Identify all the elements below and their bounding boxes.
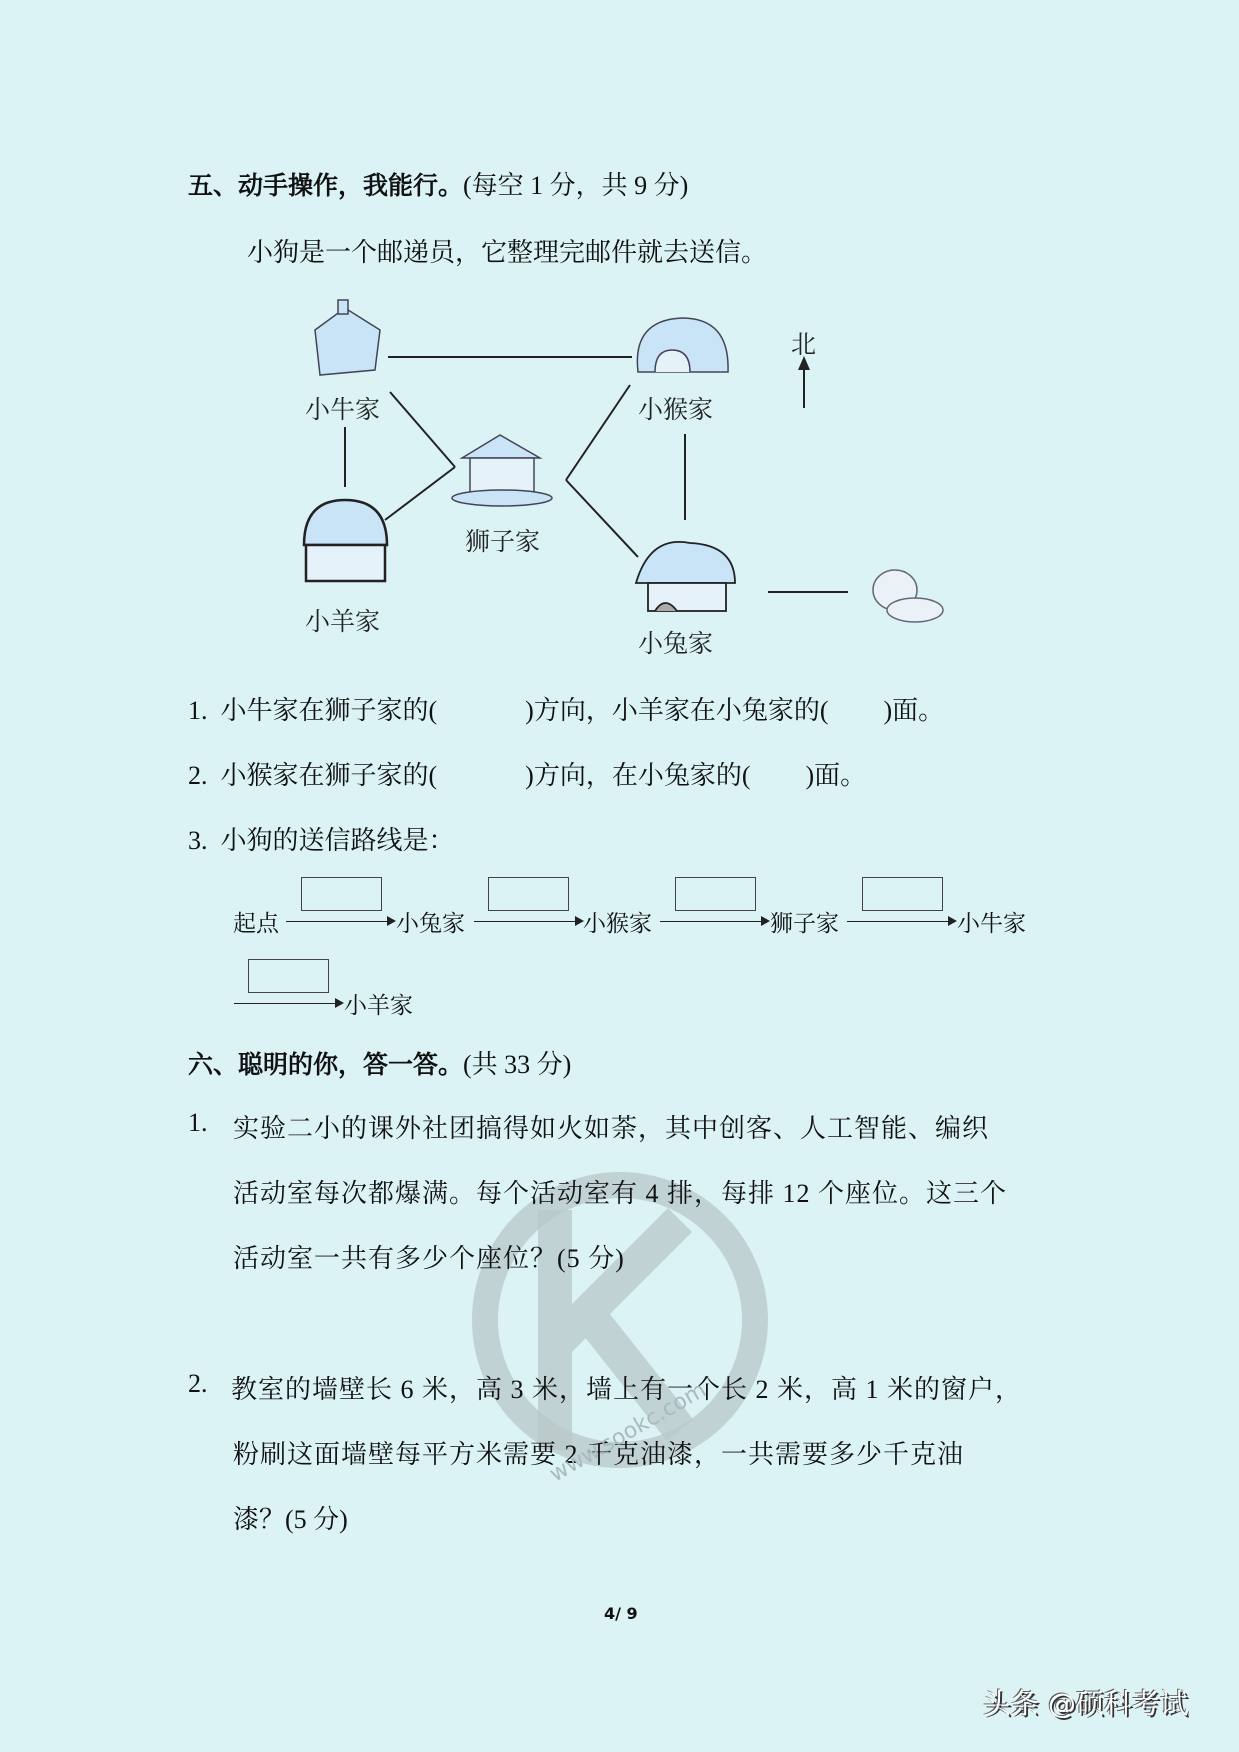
s6-question-2-line: 教室的墙壁长 6 米，高 3 米，墙上有一个长 2 米，高 1 米的窗户， bbox=[231, 1375, 1023, 1404]
label-rabbit-house: 小兔家 bbox=[638, 631, 714, 658]
monkey-house-icon bbox=[637, 318, 728, 372]
rabbit-house-icon bbox=[636, 542, 735, 611]
watermark-url: www.sookc.com bbox=[545, 1377, 711, 1488]
route-box-2[interactable] bbox=[488, 877, 569, 911]
corner-watermark: 头条 @硕科考试 bbox=[983, 1687, 1188, 1720]
route-box-1[interactable] bbox=[301, 877, 382, 911]
s6-question-1-line: 活动室每次都爆满。每个活动室有 4 排，每排 12 个座位。这三个 bbox=[233, 1179, 1008, 1208]
route-cow: 小牛家 bbox=[957, 911, 1026, 936]
s6-question-1-num: 1. bbox=[188, 1108, 208, 1137]
route-box-5[interactable] bbox=[248, 959, 329, 993]
s6-question-2-num: 2. bbox=[188, 1369, 208, 1398]
route-arrow bbox=[234, 1003, 342, 1004]
lion-house-icon bbox=[452, 435, 552, 506]
s6-question-1-line: 活动室一共有多少个座位？(5 分) bbox=[233, 1244, 625, 1273]
north-label: 北 bbox=[791, 332, 817, 359]
s5-question-2: 2. 小猴家在狮子家的( )方向，在小兔家的( )面。 bbox=[188, 761, 867, 790]
section5-title: 五、动手操作，我能行。(每空 1 分，共 9 分) bbox=[188, 171, 689, 200]
route-box-4[interactable] bbox=[862, 877, 943, 911]
s6-question-2-line: 漆？(5 分) bbox=[233, 1505, 348, 1534]
route-start: 起点 bbox=[233, 911, 279, 936]
label-lion-house: 狮子家 bbox=[465, 529, 541, 556]
s6-question-2-line: 粉刷这面墙壁每平方米需要 2 千克油漆，一共需要多少千克油 bbox=[233, 1440, 965, 1469]
route-box-3[interactable] bbox=[675, 877, 756, 911]
route-arrow bbox=[286, 921, 394, 922]
s5-question-3: 3. 小狗的送信路线是： bbox=[188, 826, 455, 855]
sheep-house-icon bbox=[304, 500, 387, 581]
page-number: 4/ 9 bbox=[604, 1604, 638, 1623]
label-sheep-house: 小羊家 bbox=[305, 609, 381, 636]
route-lion: 狮子家 bbox=[770, 911, 839, 936]
label-cow-house: 小牛家 bbox=[305, 397, 381, 424]
label-monkey-house: 小猴家 bbox=[638, 397, 714, 424]
route-arrow bbox=[660, 921, 768, 922]
route-sheep: 小羊家 bbox=[344, 993, 413, 1018]
dog-icon bbox=[873, 570, 943, 622]
route-monkey: 小猴家 bbox=[583, 911, 652, 936]
s6-question-1-line: 实验二小的课外社团搞得如火如荼，其中创客、人工智能、编织 bbox=[233, 1114, 990, 1143]
cow-house-icon bbox=[315, 300, 380, 375]
section6-title: 六、聪明的你，答一答。(共 33 分) bbox=[188, 1050, 572, 1079]
section5-intro: 小狗是一个邮递员，它整理完邮件就去送信。 bbox=[247, 238, 768, 267]
route-arrow bbox=[847, 921, 955, 922]
route-rabbit: 小兔家 bbox=[396, 911, 465, 936]
route-arrow bbox=[474, 921, 582, 922]
s5-question-1: 1. 小牛家在狮子家的( )方向，小羊家在小兔家的( )面。 bbox=[188, 696, 945, 725]
